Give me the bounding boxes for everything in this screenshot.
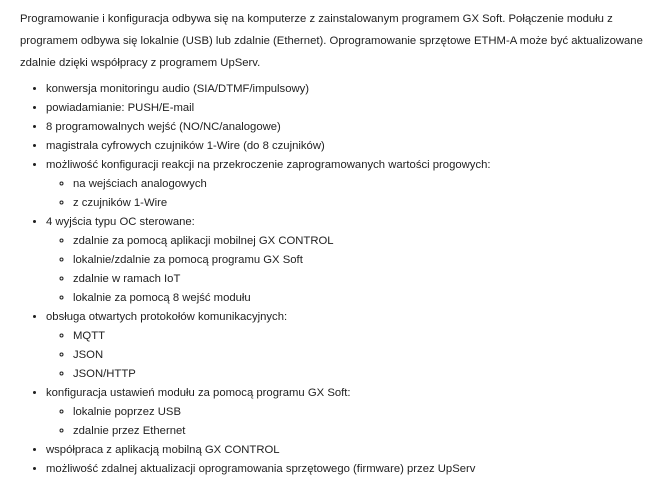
feature-label: współpraca z aplikacją mobilną GX CONTROL — [46, 444, 280, 456]
feature-item — [46, 460, 651, 479]
feature-item — [46, 156, 651, 213]
feature-label: obsługa otwartych protokołów komunikacyjnych: — [46, 311, 288, 323]
feature-subitem: ◦ lokalnie poprzez USB — [73, 403, 651, 422]
feature-item — [46, 441, 651, 460]
feature-label: konwersja monitoringu audio (SIA/DTMF/impulsowy) — [46, 83, 310, 95]
feature-subitem: ◦ lokalnie za pomocą 8 wejść modułu — [73, 289, 651, 308]
feature-label: możliwość konfiguracji reakcji na przekroczenie zaprogramowanych wartości progowych: — [46, 159, 491, 171]
feature-sublist — [46, 327, 651, 384]
feature-subitem: ◦ JSON — [73, 346, 651, 365]
feature-label: magistrala cyfrowych czujników 1-Wire (do 8 czujników) — [46, 140, 325, 152]
feature-item — [46, 213, 651, 308]
feature-list — [20, 80, 651, 479]
feature-subitem: ◦ JSON/HTTP — [73, 365, 651, 384]
feature-item — [46, 384, 651, 441]
feature-item — [46, 99, 651, 118]
feature-sublist — [46, 403, 651, 441]
feature-subitem: ◦ zdalnie w ramach IoT — [73, 270, 651, 289]
feature-subitem: ◦ MQTT — [73, 327, 651, 346]
intro-paragraph: Programowanie i konfiguracja odbywa się na komputerze z zainstalowanym programem GX Soft. Połączenie modułu z programem odbywa się lokalnie (USB) lub zdalnie (Ethernet). Oprogramowanie sprzętowe ETHM-A może być aktualizowane zdalnie dzięki współpracy z programem UpServ. — [20, 13, 643, 69]
feature-item — [46, 308, 651, 384]
feature-sublist — [46, 232, 651, 308]
feature-subitem: ◦ na wejściach analogowych — [73, 175, 651, 194]
feature-label: 4 wyjścia typu OC sterowane: — [46, 216, 195, 228]
feature-label: powiadamianie: PUSH/E-mail — [46, 102, 195, 114]
feature-label: możliwość zdalnej aktualizacji oprogramowania sprzętowego (firmware) przez UpServ — [46, 463, 476, 475]
feature-item — [46, 137, 651, 156]
feature-subitem: ◦ z czujników 1-Wire — [73, 194, 651, 213]
feature-item — [46, 118, 651, 137]
feature-item — [46, 80, 651, 99]
feature-label: konfiguracja ustawień modułu za pomocą programu GX Soft: — [46, 387, 351, 399]
feature-subitem: ◦ lokalnie/zdalnie za pomocą programu GX Soft — [73, 251, 651, 270]
feature-subitem: ◦ zdalnie przez Ethernet — [73, 422, 651, 441]
feature-sublist — [46, 175, 651, 213]
feature-label: 8 programowalnych wejść (NO/NC/analogowe) — [46, 121, 281, 133]
feature-subitem: ◦ zdalnie za pomocą aplikacji mobilnej GX CONTROL — [73, 232, 651, 251]
